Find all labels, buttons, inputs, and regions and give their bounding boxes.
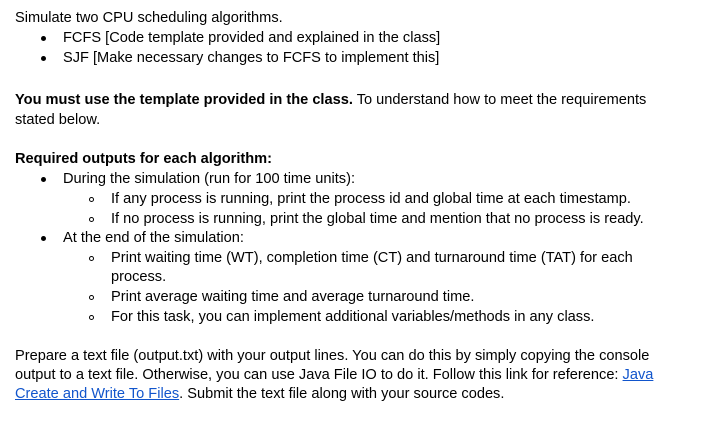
during-label: During the simulation (run for 100 time units): (63, 171, 356, 187)
end-item-times-line2: process. (111, 269, 167, 285)
requirements-heading: Required outputs for each algorithm: (15, 151, 273, 167)
bullet-circle-icon (89, 197, 94, 202)
bullet-circle-icon (89, 295, 94, 300)
closing-line2-text: output to a text file. Otherwise, you can use Java File IO to do it. Follow this link for reference: (15, 367, 623, 383)
closing-line1: Prepare a text file (output.txt) with your output lines. You can do this by simply copying the console (15, 348, 650, 364)
intro-title: Simulate two CPU scheduling algorithms. (15, 10, 283, 26)
template-note-rest: To understand how to meet the requirements (352, 92, 647, 108)
bullet-dot-icon (41, 236, 46, 241)
template-note-line1 (15, 91, 646, 109)
bullet-circle-icon (89, 217, 94, 222)
closing-line2 (15, 366, 653, 384)
java-files-link-part1[interactable]: Java (622, 367, 654, 383)
bullet-circle-icon (89, 256, 94, 261)
bullet-dot-icon (41, 36, 46, 41)
end-item-times-line1: Print waiting time (WT), completion time (CT) and turnaround time (TAT) for each (111, 250, 633, 266)
bullet-circle-icon (89, 315, 94, 320)
end-item-averages: Print average waiting time and average turnaround time. (111, 289, 475, 305)
algorithm-sjf: SJF [Make necessary changes to FCFS to implement this] (63, 50, 440, 66)
during-item-running: If any process is running, print the process id and global time at each timestamp. (111, 191, 631, 207)
closing-line3 (15, 385, 504, 403)
during-item-idle: If no process is running, print the global time and mention that no process is ready. (111, 211, 644, 227)
template-note-line2: stated below. (15, 112, 101, 128)
java-files-link-part2[interactable]: Create and Write To Files (15, 386, 180, 402)
end-label: At the end of the simulation: (63, 230, 244, 246)
closing-line3-text: . Submit the text file along with your source codes. (179, 386, 505, 402)
algorithm-fcfs: FCFS [Code template provided and explained in the class] (63, 30, 441, 46)
bullet-dot-icon (41, 56, 46, 61)
bullet-dot-icon (41, 177, 46, 182)
end-item-additional: For this task, you can implement additional variables/methods in any class. (111, 309, 595, 325)
template-note-bold: You must use the template provided in the class. (15, 92, 353, 108)
